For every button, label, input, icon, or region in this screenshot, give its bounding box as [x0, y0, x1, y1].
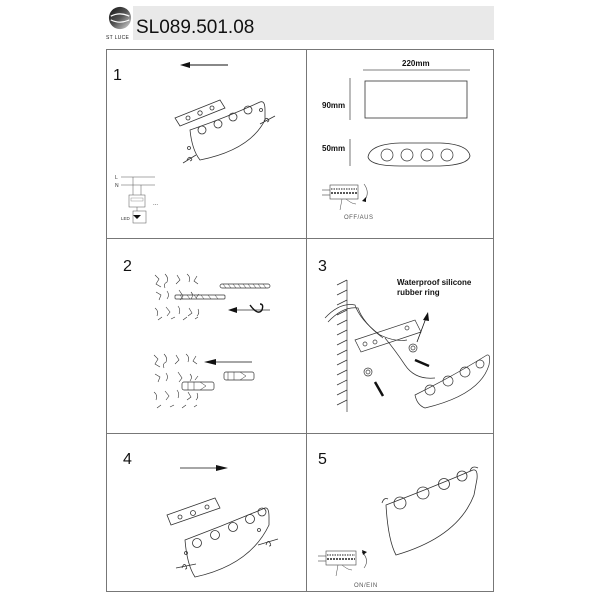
- arrow-right-icon: [180, 463, 230, 473]
- terminal-block-switch-icon: [318, 548, 373, 580]
- arrow-left-icon: [180, 60, 230, 70]
- wiring-diagram: [113, 173, 178, 233]
- grid-divider-row-1: [106, 238, 494, 239]
- line-label: L: [115, 175, 118, 181]
- more-indicator: ...: [153, 201, 159, 207]
- led-label: LED: [121, 216, 130, 221]
- step-number: 5: [318, 451, 327, 468]
- brand-name: ST LUCE: [106, 35, 130, 41]
- step-number: 2: [123, 258, 132, 275]
- grid-divider-row-2: [106, 433, 494, 434]
- model-code: SL089.501.08: [136, 17, 255, 38]
- wall-plug-icon: [180, 370, 260, 392]
- drill-bit-icon: [175, 283, 275, 303]
- wall-mount-illustration: [325, 280, 485, 420]
- width-label: 220mm: [402, 59, 430, 68]
- step-number: 1: [113, 67, 122, 84]
- screw-icon: [176, 550, 198, 570]
- height-label: 90mm: [322, 101, 346, 110]
- arrow-left-icon: [204, 357, 254, 367]
- callout-label: Waterproof silicone rubber ring: [397, 278, 472, 297]
- grid-divider-vertical: [306, 49, 307, 592]
- rotation-arrow-icon: [228, 302, 273, 318]
- screw-icon: [258, 107, 276, 127]
- depth-label: 50mm: [322, 144, 346, 153]
- lamp-installed-illustration: [378, 465, 483, 560]
- terminal-block-switch-icon: [322, 182, 372, 214]
- screw-icon: [182, 145, 198, 165]
- step-number: 3: [318, 258, 327, 275]
- front-view-rectangle: [340, 68, 480, 188]
- st-luce-logo-icon: [108, 6, 132, 30]
- step-number: 4: [123, 451, 132, 468]
- neutral-label: N: [115, 183, 119, 189]
- off-switch-label: OFF/AUS: [344, 215, 374, 221]
- screw-icon: [256, 527, 278, 549]
- on-switch-label: ON/EIN: [354, 583, 378, 589]
